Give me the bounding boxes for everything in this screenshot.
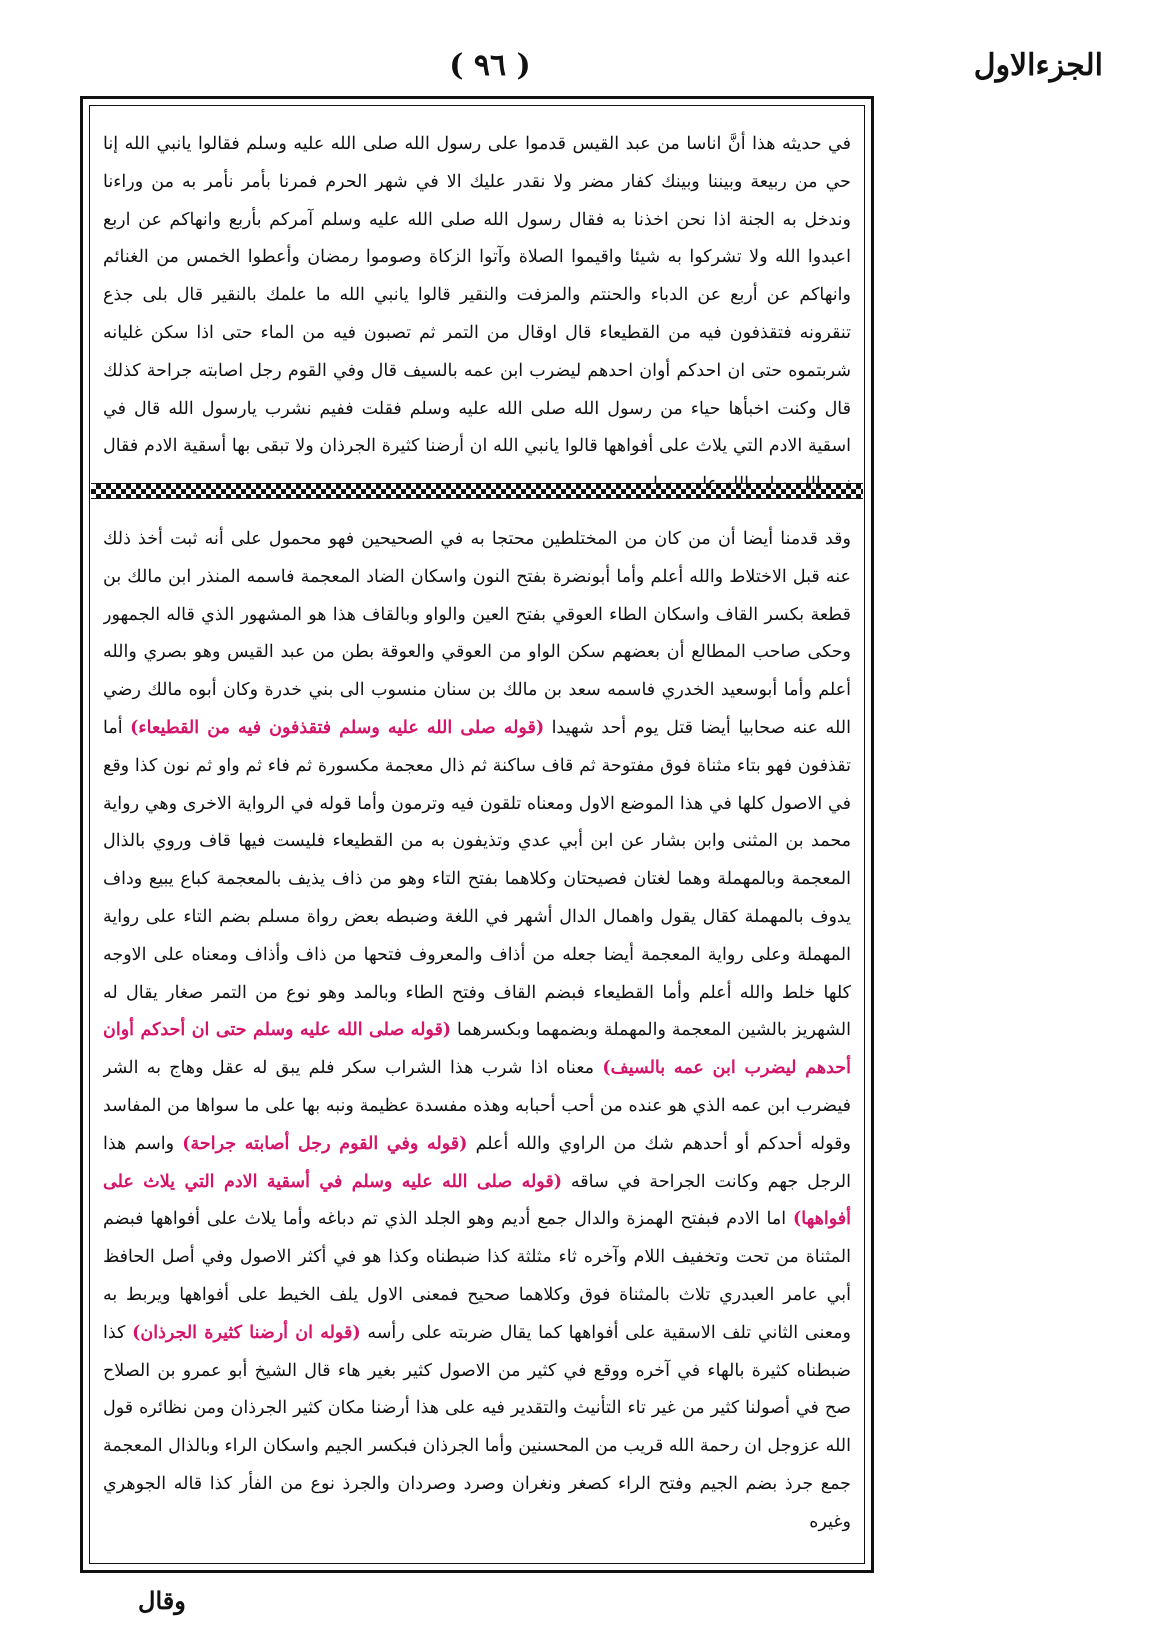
page-number: ( ٩٦ ) (449, 48, 531, 83)
catchword: وقال (138, 1586, 186, 1615)
commentary-paragraph: معناه اذا شرب هذا الشراب سكر فلم يبق له عقل وهاج به الشر فيضرب ابن عمه الذي هو عنده من أحب أحبابه وهذه مفسدة عظيمة ونبه بها على ما سواها من المفاسد وقوله أحدكم أو أحدهم شك من الراوي والله أعلم (103, 1058, 851, 1154)
quoted-lemma: (قوله صلى الله عليه وسلم فتقذفون فيه من القطيعاء) (130, 717, 545, 738)
quoted-lemma: (قوله صلى الله عليه وسلم في أسقية الادم التي يلاث على أفواهها) (103, 1171, 851, 1230)
commentary-paragraph: اما الادم فبفتح الهمزة والدال جمع أديم وهو الجلد الذي تم دباغه وأما يلاث على أفواهها فبضم المثناة من تحت وتخفيف اللام وآخره ثاء مثلثة كذا ضبطناه وكذا هو في أكثر الاصول وفي أصل الحافظ أبي عامر العبدري تلاث بالمثناة فوق وكلاهما صحيح فمعنى الاول يلف الخيط على أفواهها ويربط به ومعنى الثاني تلف الاسقية على أفواهها كما يقال ضربته على رأسه (103, 1209, 851, 1343)
commentary-paragraph: وقد قدمنا أيضا أن من كان من المختلطين محتجا به في الصحيحين فهو محمول على أنه ثبت أخذ ذلك عنه قبل الاختلاط والله أعلم وأما أبونضرة بفتح النون واسكان الضاد المعجمة فاسمه المنذر ابن مالك بن قطعة بكسر القاف واسكان الطاء العوقي بفتح العين والواو وبالقاف هذا هو المشهور الذي قاله الجمهور وحكى صاحب المطالع أن بعضهم سكن الواو من العوقي والعوقة بطن من عبد القيس وهو بصري والله أعلم وأما أبوسعيد الخدري فاسمه سعد بن مالك بن سنان منسوب الى بني خدرة وكان أبوه مالك رضي الله عنه صحابيا أيضا قتل يوم أحد شهيدا (103, 529, 851, 738)
hadith-text: في حديثه هذا أنَّ اناسا من عبد القيس قدموا على رسول الله صلى الله عليه وسلم فقالوا يانبي الله إنا حي من ربيعة وبيننا وبينك كفار مضر ولا نقدر عليك الا في شهر الحرم فمرنا بأمر نأمر به من وراءنا وندخل به الجنة اذا نحن اخذنا به فقال رسول الله صلى الله عليه وسلم آمركم بأربع وانهاكم عن اربع اعبدوا الله ولا تشركوا به شيئا واقيموا الصلاة وآتوا الزكاة وصوموا رمضان وأعطوا الخمس من الغنائم وانهاكم عن أربع عن الدباء والحنتم والمزفت والنقير قالوا يانبي الله ما علمك بالنقير قال بلى جذع تنقرونه فتقذفون فيه من القطيعاء قال اوقال من التمر ثم تصبون فيه من الماء حتى اذا سكن غليانه شربتموه حتى ان احدكم أوان احدهم ليضرب ابن عمه بالسيف قال وفي القوم رجل اصابته جراحة كذلك قال وكنت اخبأها حياء من رسول الله صلى الله عليه وسلم فقلت ففيم نشرب يارسول الله قال في اسقية الادم التي يلاث على أفواهها قالوا يانبي الله ان أرضنا كثيرة الجرذان ولا تبقى بها أسقية الادم فقال (103, 134, 851, 457)
commentary-paragraph: كذا ضبطناه كثيرة بالهاء في آخره ووقع في كثير من الاصول كثير بغير هاء قال الشيخ أبو عمرو بن الصلاح صح في أصولنا كثير من غير تاء التأنيث والتقدير فيه على هذا أرضنا مكان كثير الجرذان ومن نظائره قول الله عزوجل ان رحمة الله قريب من المحسنين وأما الجرذان فبكسر الجيم واسكان الراء وبالذال المعجمة جمع جرذ بضم الجيم وفتح الراء كصغر ونغران وصرد وصردان والجرذ نوع من الفأر كذا قاله الجوهري وغيره (103, 1322, 851, 1532)
commentary-paragraph: أما تقذفون فهو بتاء مثناة فوق مفتوحة ثم قاف ساكنة ثم ذال معجمة مكسورة ثم فاء ثم واو ثم نون كذا وقع في الاصول كلها في هذا الموضع الاول ومعناه تلقون فيه وترمون وأما قوله في الرواية الاخرى وهي رواية محمد بن المثنى وابن بشار عن ابن أبي عدي وتذيفون به من القطيعاء فليست فيها قاف وروي بالذال المعجمة وبالمهملة وهما لغتان فصيحتان وكلاهما بفتح التاء وهو من ذاف يذيف بالمعجمة كباع يبيع وداف يدوف بالمهملة كقال يقول واهمال الدال أشهر في اللغة وضبطه بعض رواة مسلم بضم التاء على رواية المهملة وعلى رواية المعجمة أيضا جعله من أذاف والمعروف فتحها من ذاف وأذاف ومعناه على الاوجه كلها خلط والله أعلم وأما القطيعاء فبضم القاف وفتح الطاء وبالمد وهو نوع من التمر صغار يقال له الشهريز بالشين المعجمة والمهملة وبضمهما وبكسرهما (103, 717, 851, 1041)
commentary-text (103, 521, 851, 1557)
checkered-divider (91, 483, 863, 499)
page-frame (80, 96, 874, 1573)
quoted-lemma: (قوله صلى الله عليه وسلم حتى ان أحدكم أوان أحدهم ليضرب ابن عمه بالسيف) (103, 1020, 851, 1079)
quoted-lemma: (قوله وفي القوم رجل أصابته جراحة) (182, 1133, 468, 1154)
volume-title: الجزءالاول (973, 48, 1103, 83)
quoted-lemma: (قوله ان أرضنا كثيرة الجرذان) (132, 1322, 361, 1343)
commentary-paragraph: واسم هذا الرجل جهم وكانت الجراحة في ساقه (103, 1133, 851, 1192)
